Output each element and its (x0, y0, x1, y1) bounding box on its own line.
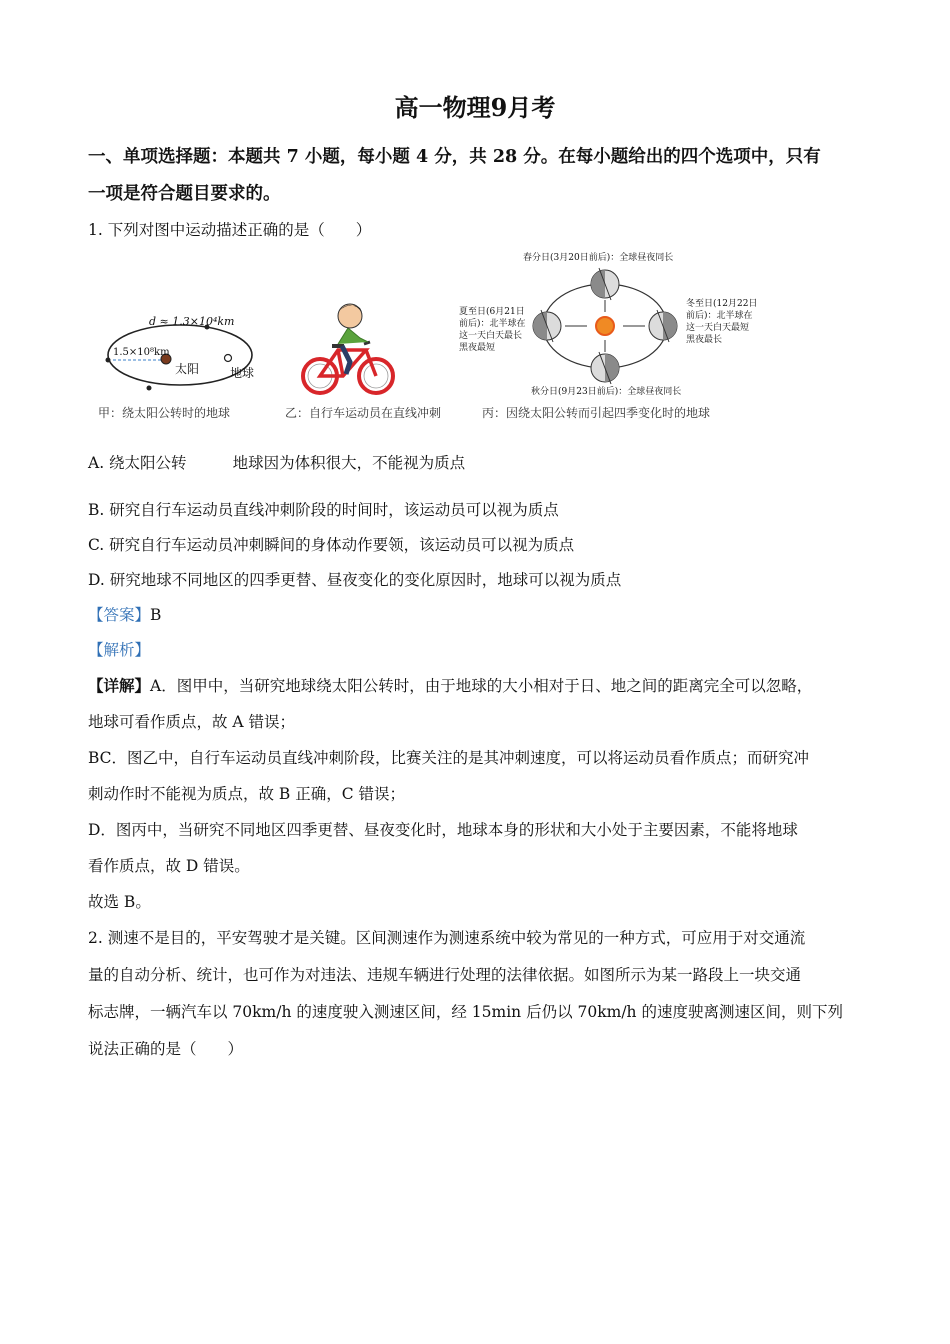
autumn-label: 秋分日(9月23日前后)：全球昼夜同长 (531, 387, 682, 397)
earth-icon (225, 355, 232, 362)
detail-line-2: 地球可看作质点，故 A 错误； (88, 713, 296, 731)
distance-label: d ≈ 1.3×10⁴km (149, 315, 235, 328)
detail-line-4: 刺动作时不能视为质点，故 B 正确，C 错误； (88, 785, 406, 803)
earth-label: 地球 (230, 366, 255, 380)
question-1-stem: 1. 下列对图中运动描述正确的是（ ） (88, 221, 372, 239)
answer-tag: 【答案】 (88, 606, 151, 624)
option-b: B. 研究自行车运动员直线冲刺阶段的时间时，该运动员可以视为质点 (88, 501, 559, 519)
figure-c-caption: 丙：因绕太阳公转而引起四季变化时的地球 (482, 406, 711, 420)
summer-label-line: 夏至日(6月21日 (459, 307, 525, 317)
section-heading-line-1: 一、单项选择题：本题共 7 小题，每小题 4 分，共 28 分。在每小题给出的四个选项中，只有 (88, 147, 821, 167)
spring-label: 春分日(3月20日前后)：全球昼夜同长 (523, 253, 674, 263)
earth-autumn (591, 352, 619, 384)
detail-line-1 (88, 676, 878, 696)
orbit-point (106, 358, 111, 363)
rider-shirt (338, 328, 368, 344)
figure-a-caption: 甲：绕太阳公转时的地球 (98, 406, 231, 420)
summer-label-line: 前后)：北半球在 (459, 319, 526, 329)
winter-label-line: 前后)：北半球在 (686, 311, 753, 321)
summer-label-line: 黑夜最短 (459, 343, 496, 353)
winter-label-line: 黑夜最长 (686, 335, 723, 345)
earth-spring (591, 268, 619, 300)
question-2-line-4: 说法正确的是（ ） (88, 1040, 244, 1058)
detail-tag: 【详解】 (88, 676, 151, 695)
question-2-line-1: 2. 测速不是目的，平安驾驶才是关键。区间测速作为测速系统中较为常见的一种方式，可应用于对交通流 (88, 929, 806, 947)
answer-value: B (150, 606, 162, 624)
sun-label: 太阳 (175, 362, 200, 376)
option-a-left: A. 绕太阳公转 (88, 454, 187, 472)
option-d: D. 研究地球不同地区的四季更替、昼夜变化的变化原因时，地球可以视为质点 (88, 571, 622, 589)
radius-label: 1.5×10⁸km (113, 347, 170, 358)
sun-icon (596, 317, 614, 335)
cyclist-illustration (298, 298, 398, 398)
winter-label (686, 298, 757, 346)
detail-line-6: 看作质点，故 D 错误。 (88, 857, 250, 875)
answer-line (88, 605, 878, 625)
page-title: 高一物理9月考 (394, 93, 556, 122)
figure-cyclist (298, 298, 398, 398)
orbit-point (147, 386, 152, 391)
winter-label-line: 冬至日(12月22日 (686, 299, 758, 309)
summer-label-line: 这一天白天最长 (459, 331, 523, 341)
earth-winter (649, 310, 677, 342)
question-2-line-3: 标志牌，一辆汽车以 70km/h 的速度驶入测速区间，经 15min 后仍以 70km/h 的速度驶离测速区间，则下列 (88, 1003, 843, 1021)
question-2-line-2: 量的自动分析、统计，也可作为对违法、违规车辆进行处理的法律依据。如图所示为某一路段上一块交通 (88, 966, 802, 984)
section-heading-line-2: 一项是符合题目要求的。 (88, 184, 281, 204)
handlebar (364, 342, 370, 344)
option-c: C. 研究自行车运动员冲刺瞬间的身体动作要领，该运动员可以视为质点 (88, 536, 575, 554)
summer-label (459, 306, 526, 354)
option-a-right: 地球因为体积很大，不能视为质点 (232, 454, 466, 472)
analysis-tag: 【解析】 (88, 641, 151, 659)
detail-line-3: BC．图乙中，自行车运动员直线冲刺阶段，比赛关注的是其冲刺速度，可以将运动员看作质点；而研究冲 (88, 749, 810, 767)
conclusion-line: 故选 B。 (88, 893, 151, 911)
winter-label-line: 这一天白天最短 (686, 323, 750, 333)
detail-line-5: D．图丙中，当研究不同地区四季更替、昼夜变化时，地球本身的形状和大小处于主要因素，不能将地球 (88, 821, 798, 839)
detail-text: A．图甲中，当研究地球绕太阳公转时，由于地球的大小相对于日、地之间的距离完全可以忽略， (150, 677, 813, 695)
earth-summer (533, 310, 561, 342)
option-a (88, 453, 878, 473)
figure-b-caption: 乙：自行车运动员在直线冲刺 (285, 406, 442, 420)
figure-seasons (455, 248, 775, 398)
